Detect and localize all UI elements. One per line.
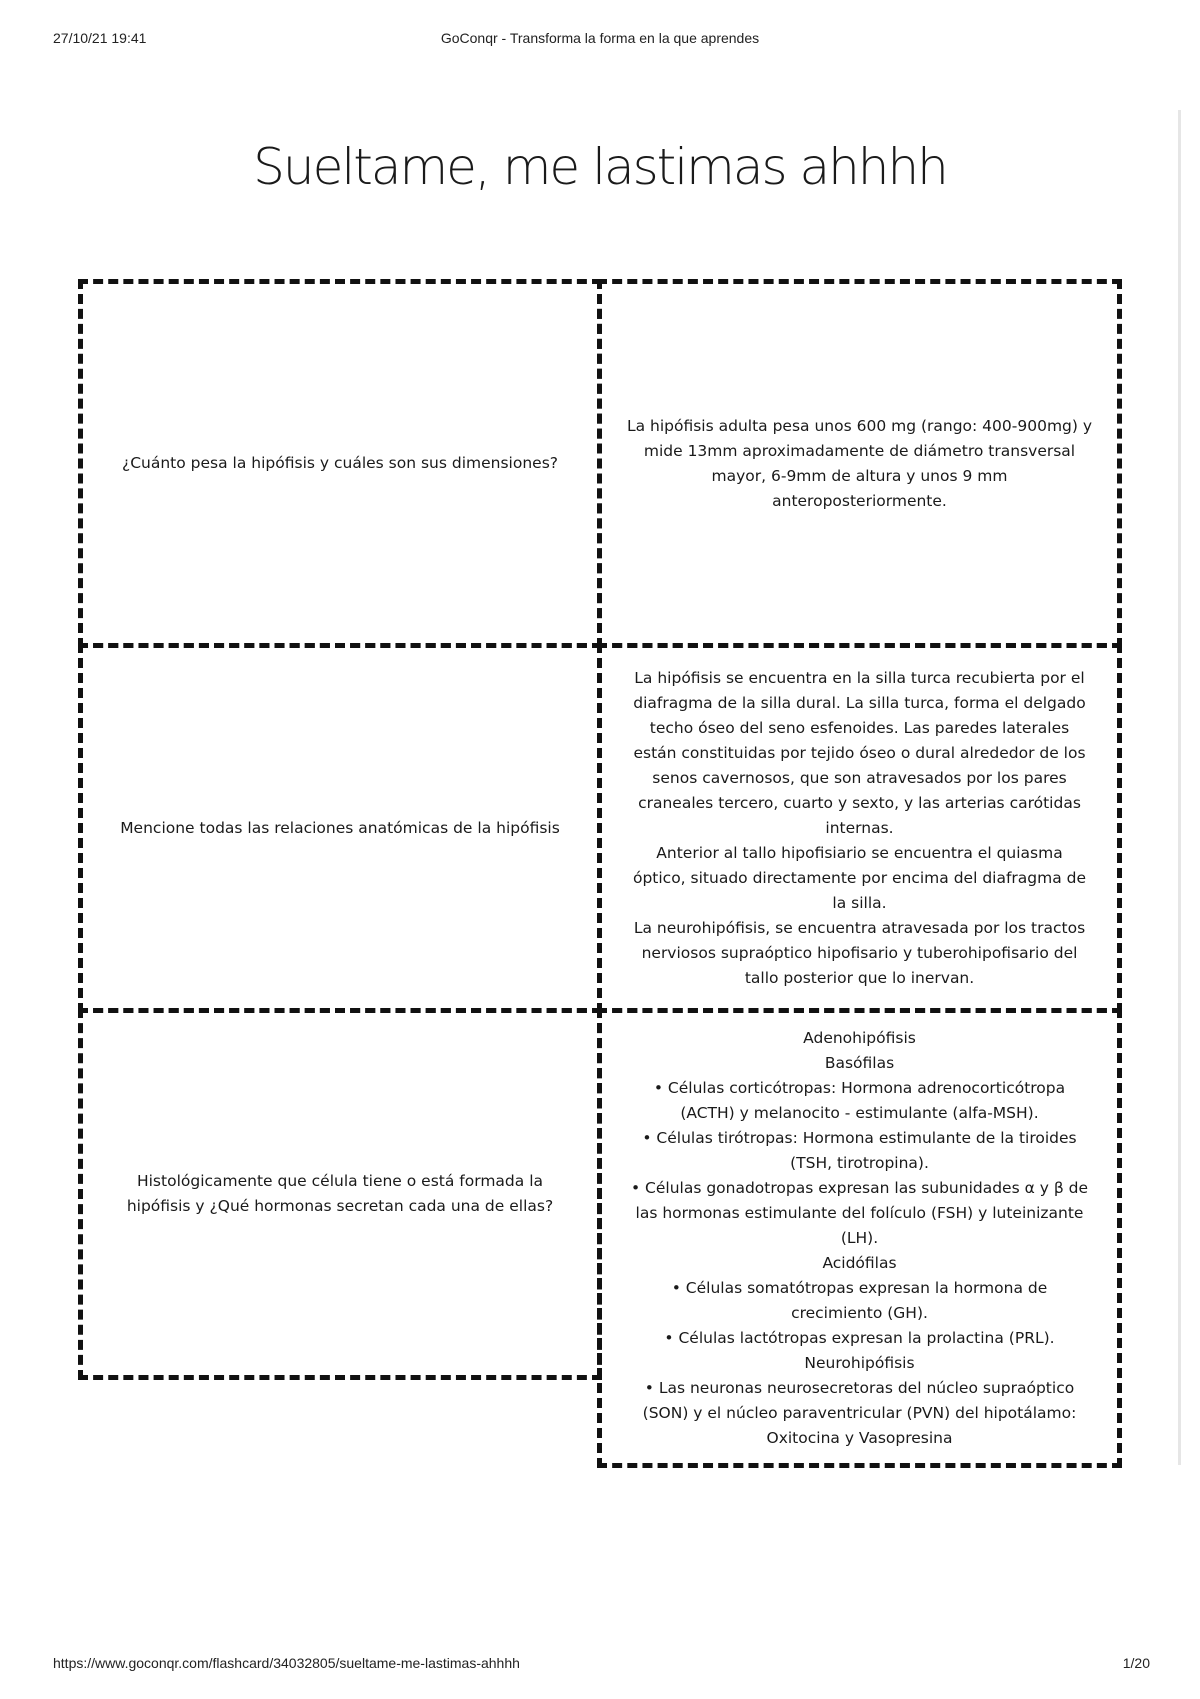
flashcard-answer[interactable] — [597, 279, 1122, 648]
scrollbar[interactable] — [1178, 110, 1181, 1465]
page-url: https://www.goconqr.com/flashcard/34032805/sueltame-me-lastimas-ahhhh — [53, 1655, 520, 1671]
answer-text: Adenohipófisis Basófilas • Células corticótropas: Hormona adrenocorticótropa (ACTH) y melanocito - estimulante (alfa-MSH). • Células tirótropas: Hormona estimulante de la tiroides (TSH, tirotropina). • Células gonadotropas expresan las subunidades α y β de las hormonas estimulante del folículo (FSH) y luteinizante (LH). Acidófilas • Células somatótropas expresan la hormona de crecimiento (GH). • Células lactótropas expresan la prolactina (PRL). Neurohipófisis • Las neuronas neurosecretoras del núcleo supraóptico (SON) y el núcleo paraventricular (PVN) del hipotálamo: Oxitocina y Vasopresina — [630, 1028, 1089, 1447]
flashcard-question[interactable] — [78, 1008, 602, 1380]
print-datetime: 27/10/21 19:41 — [53, 30, 147, 46]
flashcard-answer[interactable] — [597, 1008, 1122, 1468]
answer-text: La hipófisis adulta pesa unos 600 mg (rango: 400-900mg) y mide 13mm aproximadamente de diámetro transversal mayor, 6-9mm de altura y unos 9 mm anteroposteriormente. — [626, 416, 1093, 510]
question-text: Histológicamente que célula tiene o está formada la hipófisis y ¿Qué hormonas secretan cada una de ellas? — [126, 1172, 554, 1215]
answer-text: La hipófisis se encuentra en la silla turca recubierta por el diafragma de la silla dural. La silla turca, forma el delgado techo óseo del seno esfenoides. Las paredes laterales están constituidas por tejido óseo o dural alrededor de los senos cavernosos, que son atravesados por los pares craneales tercero, cuarto y sexto, y las arterias carótidas internas. Anterior al tallo hipofisiario se encuentra el quiasma óptico, situado directamente por encima del diafragma de la silla. La neurohipófisis, se encuentra atravesada por los tractos nerviosos supraóptico hipofisario y tuberohipofisario del tallo posterior que lo inervan. — [632, 668, 1087, 987]
print-doc-title: GoConqr - Transforma la forma en la que aprendes — [440, 30, 760, 46]
page-number: 1/20 — [1122, 1655, 1150, 1671]
flashcard-question[interactable] — [78, 643, 602, 1013]
question-text: Mencione todas las relaciones anatómicas de la hipófisis — [120, 818, 560, 837]
print-footer — [0, 1655, 1200, 1675]
print-header — [0, 30, 1200, 50]
flashcard-answer[interactable] — [597, 643, 1122, 1013]
question-text: ¿Cuánto pesa la hipófisis y cuáles son sus dimensiones? — [121, 454, 559, 472]
flashcard-question[interactable] — [78, 279, 602, 648]
page-title: Sueltame, me lastimas ahhhh — [253, 138, 947, 196]
